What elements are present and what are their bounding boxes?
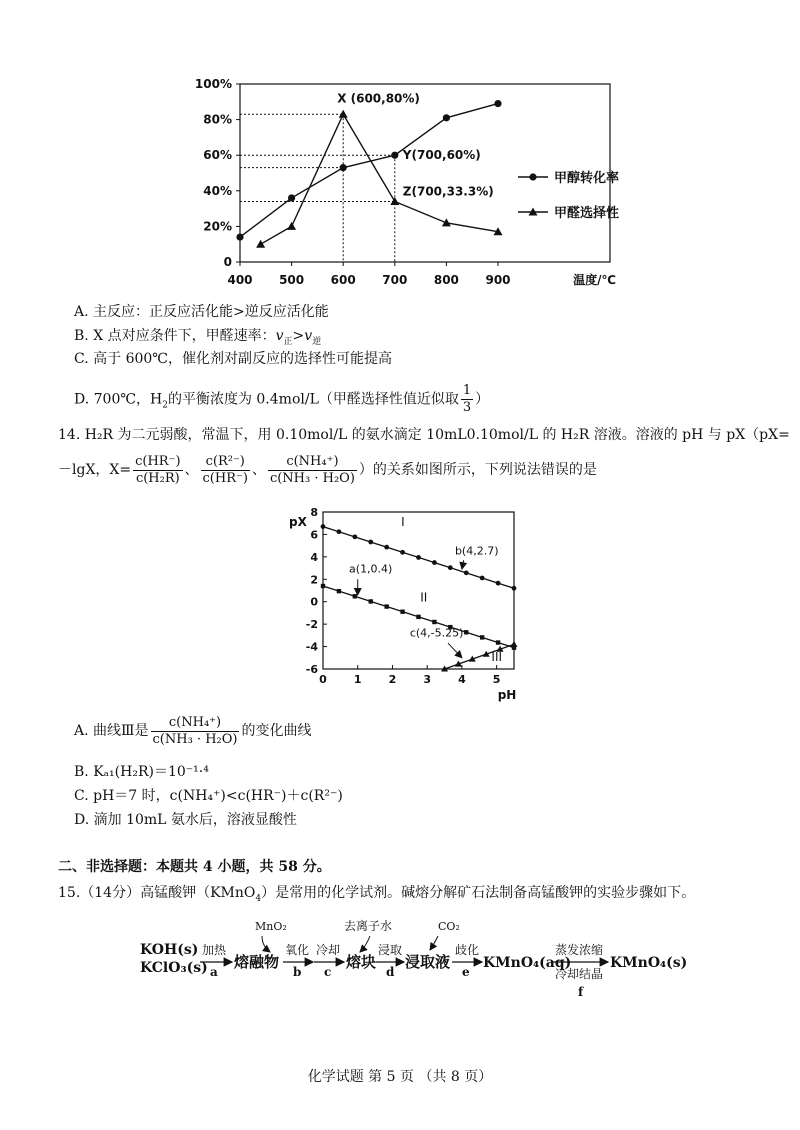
chart1-point-selectivity <box>287 222 296 230</box>
chart1-x-axis-label: 温度/℃ <box>573 273 616 287</box>
f1-num: c(HR⁻) <box>135 453 181 469</box>
chart2-point-i <box>480 576 485 581</box>
chart2-point-i <box>432 560 437 565</box>
process-flow-diagram <box>0 910 800 1010</box>
q13-option-b <box>74 327 321 351</box>
product-kmno4-aq: KMnO₄(aq) <box>483 955 572 971</box>
q14-stem-end: ）的关系如图所示，下列说法错误的是 <box>358 462 597 478</box>
chart1-point-selectivity <box>442 218 451 226</box>
step-b: b <box>293 965 302 979</box>
chart2-point-ii <box>321 584 325 588</box>
q14-option-c: C. pH＝7 时，c(NH₄⁺)<c(HR⁻)＋c(R²⁻) <box>74 788 343 804</box>
chart2-point-i <box>496 581 501 586</box>
chart1-series-line <box>261 114 498 244</box>
chart2-y-tick-label: 2 <box>310 573 318 587</box>
chart1-annotation-y: Y(700,60%) <box>402 148 481 163</box>
f2-num: c(R²⁻) <box>201 454 250 471</box>
chart2-point-i <box>512 586 517 591</box>
chart1-x-tick-label: 600 <box>330 273 356 287</box>
step-d: d <box>386 965 395 979</box>
chart1-annotation-z: Z(700,33.3%) <box>402 184 494 199</box>
product-block: 熔块 <box>346 953 377 971</box>
chart2-point-i <box>321 524 326 529</box>
q13-sub-forward: 正 <box>283 336 293 347</box>
q13-option-c: C. 高于 600℃，催化剂对副反应的选择性可能提高 <box>74 351 392 367</box>
chart2-y-tick-label: 0 <box>310 595 318 609</box>
step-b-label: 氧化 <box>285 943 310 957</box>
product-leachate: 浸取液 <box>405 953 451 971</box>
fraction-hr-h2r <box>133 454 182 487</box>
q14-option-d: D. 滴加 10mL 氨水后，溶液显酸性 <box>74 812 297 828</box>
chart1-y-tick-label: 40% <box>203 183 232 198</box>
mno2-label: MnO₂ <box>255 920 287 933</box>
co2-arrow <box>430 936 438 950</box>
f3-den: c(NH₃ · H₂O) <box>269 470 355 486</box>
step-c: c <box>324 965 332 979</box>
fraction-option-a <box>151 715 240 748</box>
conversion-selectivity-chart <box>0 0 800 300</box>
chart2-x-axis-label: pH <box>497 688 517 702</box>
q14-option-a-end: 的变化曲线 <box>241 723 312 739</box>
chart2-plot-area <box>289 506 518 702</box>
ph-px-chart <box>0 495 800 705</box>
chart2-point-ii <box>432 620 436 624</box>
q15-stem-text: 15.（14分）高锰酸钾（KMnO <box>58 885 256 901</box>
water-label: 去离子水 <box>344 919 393 933</box>
q13-option-d-text: D. 700℃，H <box>74 391 163 408</box>
chart1-y-tick-label: 60% <box>203 148 232 163</box>
chart1-point-conversion <box>494 100 501 107</box>
fraction-nh4-nh3 <box>268 454 357 487</box>
chart1-y-tick-label: 20% <box>203 219 232 234</box>
chart2-x-tick-label: 3 <box>423 673 432 686</box>
f1-den: c(H₂R) <box>135 470 180 486</box>
chart2-point-ii <box>369 599 373 603</box>
chart2-point-ii <box>416 615 420 619</box>
q13-gt: > <box>292 328 305 344</box>
chart1-point-selectivity <box>390 197 399 205</box>
chart2-x-tick-label: 5 <box>492 673 501 686</box>
fraction-numerator: 1 <box>462 383 472 398</box>
step-a-label: 加热 <box>202 943 227 957</box>
chart2-arrow-b <box>462 560 464 569</box>
chart2-y-tick-label: 6 <box>310 528 318 542</box>
q14-stem-x-def: －lgX，X= <box>58 462 132 478</box>
chart2-point-iii <box>511 641 518 647</box>
chart1-point-conversion <box>288 194 295 201</box>
chart2-point-ii <box>496 640 500 644</box>
q14-option-b: B. Kₐ₁(H₂R)＝10⁻¹·⁴ <box>74 764 209 780</box>
chart2-point-ii <box>480 635 484 639</box>
chart1-x-tick-label: 500 <box>279 273 305 287</box>
step-d-label: 浸取 <box>378 943 403 957</box>
q13-sub-reverse: 逆 <box>312 336 322 347</box>
one-third-fraction <box>461 383 473 416</box>
product-melt: 熔融物 <box>234 953 280 971</box>
chart1-annotation-x: X (600,80%) <box>337 91 420 106</box>
chart2-point-ii <box>400 610 404 614</box>
mno2-arrow <box>262 936 270 952</box>
q13-option-a: A. 主反应：正反应活化能>逆反应活化能 <box>74 304 329 320</box>
chart1-point-conversion <box>391 152 398 159</box>
chart2-y-axis-label: pX <box>289 515 307 529</box>
step-f-label-bottom: 冷却结晶 <box>555 967 604 981</box>
step-a: a <box>210 965 218 979</box>
q13-v-reverse: v <box>304 328 313 344</box>
chart2-point-i <box>337 529 342 534</box>
section-heading: 二、非选择题：本题共 4 小题，共 58 分。 <box>58 859 331 875</box>
chart2-series-label-ii: II <box>420 590 428 605</box>
q13-option-d-end: ） <box>475 391 490 408</box>
chart2-point-ii <box>353 594 357 598</box>
chart1-point-conversion <box>340 164 347 171</box>
q14-stem-line2 <box>58 452 597 488</box>
chart2-point-i <box>384 545 389 550</box>
step-f-label-top: 蒸发浓缩 <box>555 943 604 957</box>
chart1-y-tick-label: 80% <box>203 112 232 127</box>
step-c-label: 冷却 <box>316 943 341 957</box>
f3-num: c(NH₄⁺) <box>268 454 357 471</box>
q13-v-forward: v <box>275 328 284 344</box>
chart1-point-conversion <box>236 233 243 240</box>
chart1-y-tick-label: 0 <box>223 255 232 269</box>
chart2-annotation-b: b(4,2.7) <box>454 544 499 558</box>
chart2-point-i <box>416 555 421 560</box>
chart1-x-tick-label: 900 <box>485 273 511 287</box>
q15-stem-sub: 4 <box>255 893 262 904</box>
q15-stem-end: ）是常用的化学试剂。碱熔分解矿石法制备高锰酸钾的实验步骤如下。 <box>261 885 696 901</box>
step-e-label: 歧化 <box>455 943 480 957</box>
chart1-series-line <box>240 104 498 238</box>
chart2-x-tick-label: 1 <box>353 673 362 686</box>
chart2-y-tick-label: -2 <box>305 618 318 632</box>
chart2-x-tick-label: 4 <box>458 673 466 686</box>
a-num: c(NH₄⁺) <box>151 715 240 732</box>
chart2-x-tick-label: 0 <box>319 673 327 686</box>
reactant-kclo3: KClO₃(s) <box>140 960 208 976</box>
q14-stem-line1: 14. H₂R 为二元弱酸，常温下，用 0.10mol/L 的氨水滴定 10mL0.10mol/L 的 H₂R 溶液。溶液的 pH 与 pX（pX= <box>58 427 790 443</box>
legend-label-conversion: 甲醇转化率 <box>554 171 620 186</box>
chart1-y-tick-label: 100% <box>194 77 232 91</box>
product-kmno4-s: KMnO₄(s) <box>610 955 688 971</box>
fraction-denominator: 3 <box>462 400 472 415</box>
chart2-y-tick-label: 4 <box>310 550 318 564</box>
sep2: 、 <box>251 462 266 478</box>
chart2-point-ii <box>464 630 468 634</box>
q13-option-b-text: B. X 点对应条件下，甲醛速率： <box>74 328 276 344</box>
a-den: c(NH₃ · H₂O) <box>152 731 238 747</box>
chart2-point-i <box>368 540 373 545</box>
chart2-point-i <box>464 570 469 575</box>
co2-label: CO₂ <box>438 920 460 933</box>
reactant-koh: KOH(s) <box>140 942 199 958</box>
chart2-y-tick-label: -4 <box>305 640 318 654</box>
q15-stem <box>58 884 695 908</box>
sep1: 、 <box>184 462 199 478</box>
chart2-y-tick-label: 8 <box>310 506 318 519</box>
chart2-annotation-a: a(1,0.4) <box>349 562 393 576</box>
legend-label-selectivity: 甲醛选择性 <box>554 206 620 221</box>
chart1-x-tick-label: 700 <box>382 273 408 287</box>
chart2-point-ii <box>384 604 388 608</box>
q14-option-a-text: A. 曲线Ⅲ是 <box>74 723 149 739</box>
chart1-x-tick-label: 800 <box>433 273 459 287</box>
chart1-point-selectivity <box>256 240 265 248</box>
chart2-point-i <box>448 565 453 570</box>
chart2-point-i <box>400 550 405 555</box>
chart1-point-conversion <box>443 114 450 121</box>
water-arrow <box>360 936 370 952</box>
fraction-r-hr <box>201 454 250 487</box>
chart2-point-i <box>352 534 357 539</box>
legend-marker-conversion <box>529 173 536 180</box>
chart2-x-tick-label: 2 <box>388 673 397 686</box>
chart2-annotation-c: c(4,-5.25) <box>409 626 464 640</box>
chart2-series-label-i: I <box>401 515 405 530</box>
chart2-series-label-iii: III <box>491 650 503 665</box>
chart1-plot-area <box>195 77 619 287</box>
f2-den: c(HR⁻) <box>202 470 248 486</box>
chart2-point-ii <box>337 589 341 593</box>
chart2-y-tick-label: -6 <box>305 663 318 676</box>
step-e: e <box>462 965 470 979</box>
chart2-arrow-c <box>448 643 462 658</box>
q14-option-a <box>74 713 311 749</box>
page-footer: 化学试题 第 5 页 （共 8 页） <box>307 1069 493 1085</box>
q13-option-d-mid: 的平衡浓度为 0.4mol/L（甲醛选择性值近似取 <box>167 391 459 408</box>
chart1-x-tick-label: 400 <box>227 273 253 287</box>
chart2-series-line <box>445 644 514 669</box>
step-f: f <box>578 985 584 999</box>
q13-option-d-sub: 2 <box>162 400 168 411</box>
q13-option-d <box>74 383 489 416</box>
